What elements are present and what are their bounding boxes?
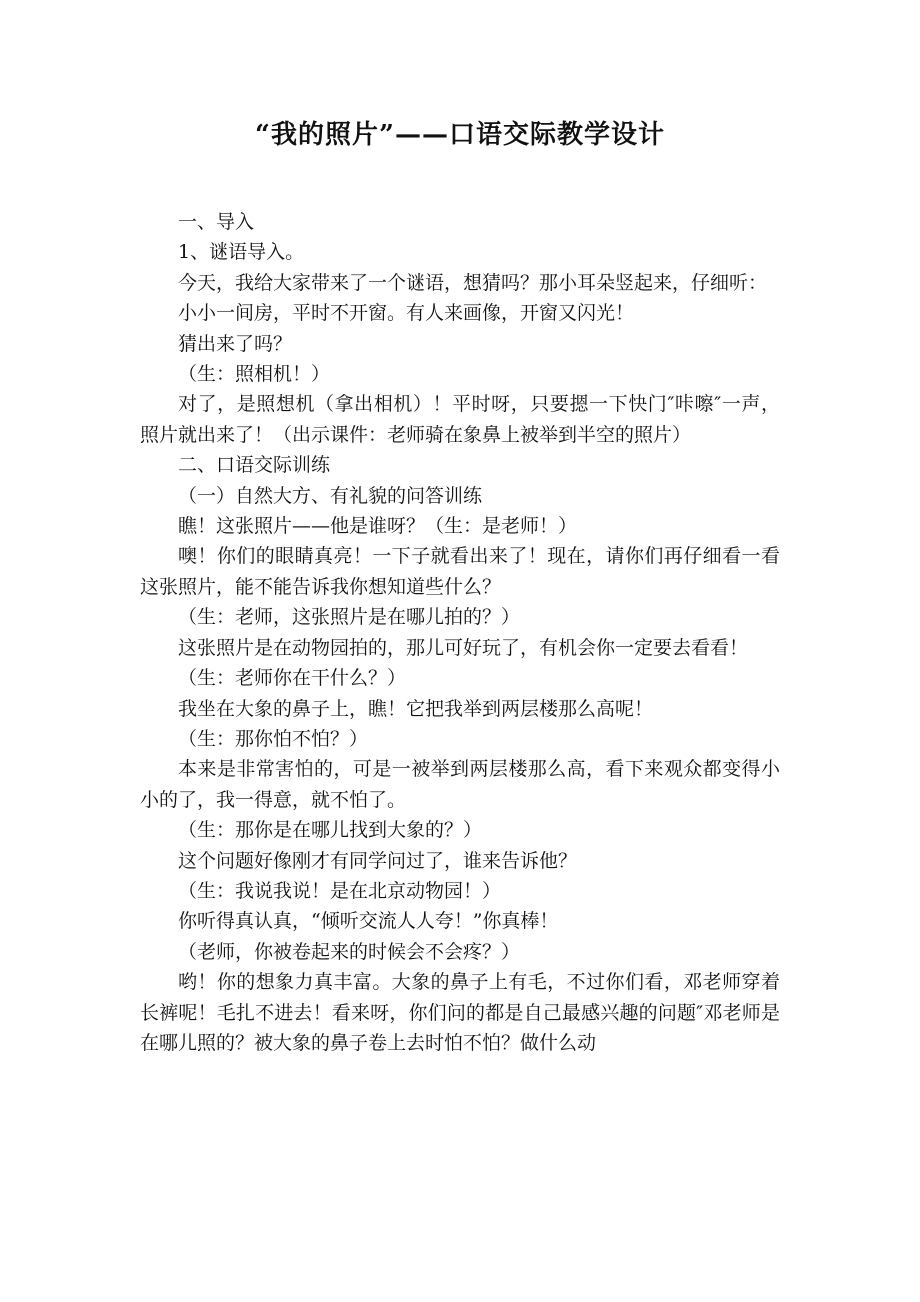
- paragraph: 今天，我给大家带来了一个谜语，想猜吗？那小耳朵竖起来，仔细听：: [178, 271, 768, 294]
- paragraph: 这个问题好像刚才有同学问过了，谁来告诉他？: [178, 849, 578, 872]
- paragraph: 这张照片是在动物园拍的，那儿可好玩了，有机会你一定要去看看！: [178, 636, 749, 659]
- document-body: [140, 207, 780, 1058]
- paragraph: 噢！你们的眼睛真亮！一下子就看出来了！现在，请你们再仔细看一看这张照片，能不能告诉我你想知道些什么？: [140, 545, 780, 598]
- paragraph: （生：我说我说！是在北京动物园！）: [178, 879, 502, 902]
- paragraph: （一）自然大方、有礼貌的问答训练: [178, 484, 483, 507]
- paragraph: 哟！你的想象力真丰富。大象的鼻子上有毛，不过你们看，邓老师穿着长裤呢！毛扎不进去！看来呀，你们问的都是自己最感兴趣的问题″邓老师是在哪儿照的？被大象的鼻子卷上去时怕不怕？做什么动: [140, 971, 780, 1054]
- paragraph: 1、谜语导入。: [178, 241, 305, 264]
- paragraph: （生：那你怕不怕？）: [178, 727, 369, 750]
- paragraph: 本来是非常害怕的，可是一被举到两层楼那么高，看下来观众都变得小小的了，我一得意，就不怕了。: [140, 758, 780, 811]
- paragraph: 我坐在大象的鼻子上，瞧！它把我举到两层楼那么高呢！: [178, 697, 654, 720]
- paragraph: （生：照相机！）: [178, 363, 331, 386]
- paragraph: （生：老师，这张照片是在哪儿拍的？）: [178, 606, 521, 629]
- paragraph: 一、导入: [178, 211, 255, 233]
- document-title: “我的照片”——口语交际教学设计: [255, 120, 665, 150]
- paragraph: （生：那你是在哪儿找到大象的？）: [178, 819, 483, 842]
- paragraph: 猜出来了吗？: [178, 332, 293, 355]
- paragraph: 小小一间房，平时不开窗。有人来画像，开窗又闪光！: [178, 302, 635, 325]
- paragraph: 瞧！这张照片——他是谁呀？（生：是老师！）: [178, 515, 578, 538]
- paragraph: 对了，是照想机（拿出相机）！平时呀，只要摁一下快门″咔嚓″一声，照片就出来了！（出示课件：老师骑在象鼻上被举到半空的照片）: [140, 393, 780, 446]
- paragraph: 你听得真认真，“倾听交流人人夸！”你真棒！: [178, 910, 559, 933]
- paragraph: （生：老师你在干什么？）: [178, 667, 407, 690]
- paragraph: 二、口语交际训练: [178, 454, 331, 477]
- paragraph: （老师，你被卷起来的时候会不会疼？）: [178, 940, 521, 963]
